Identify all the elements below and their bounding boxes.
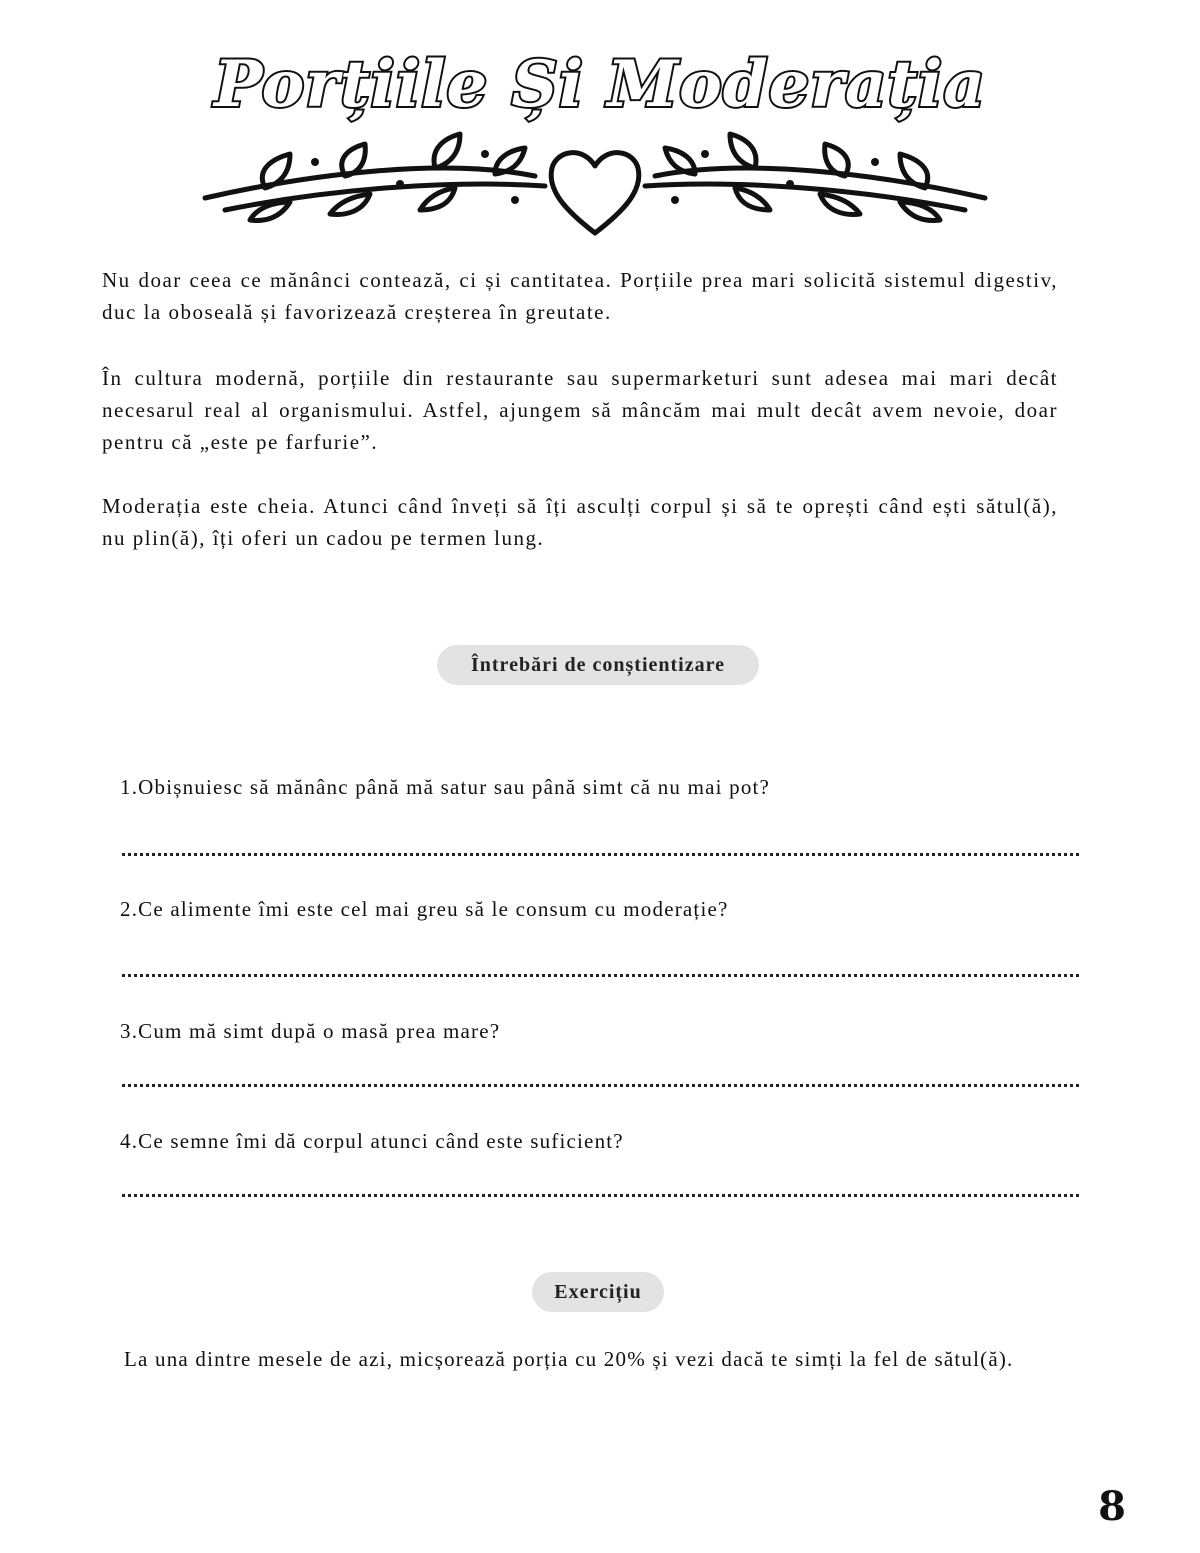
question-1: 1.Obișnuiesc să mănânc până mă satur sau până simt că nu mai pot? <box>120 775 771 799</box>
question-3: 3.Cum mă simt după o masă prea mare? <box>120 1019 501 1043</box>
intro-paragraph: Moderația este cheia. Atunci când înveți să îți asculți corpul și să te oprești când ești sătul(ă), nu plin(ă), îți oferi un cadou pe termen lung. <box>102 494 1058 550</box>
answer-line-2[interactable] <box>122 974 1079 977</box>
awareness-heading: Întrebări de conștientizare <box>437 645 759 685</box>
answer-line-1[interactable] <box>122 853 1079 856</box>
answer-line-3[interactable] <box>122 1084 1079 1087</box>
intro-paragraph: În cultura modernă, porțiile din restaurante sau supermarketuri sunt adesea mai mari decât necesarul real al organismului. Astfel, ajungem să mâncăm mai mult decât avem nevoie, doar pentru că „este pe farfurie”. <box>102 366 1058 454</box>
page-title: Porțiile Și Moderația <box>214 47 986 122</box>
question-4: 4.Ce semne îmi dă corpul atunci când este suficient? <box>120 1129 624 1153</box>
exercise-heading: Exercițiu <box>532 1272 664 1312</box>
heart-with-laurel-branches-icon <box>195 118 995 248</box>
answer-line-4[interactable] <box>122 1194 1079 1197</box>
question-2: 2.Ce alimente îmi este cel mai greu să le consum cu moderație? <box>120 897 729 921</box>
page-number: 8 <box>1098 1483 1126 1530</box>
exercise-text: La una dintre mesele de azi, micșorează porția cu 20% și vezi dacă te simți la fel de sătul(ă). <box>124 1347 1014 1371</box>
intro-paragraph: Nu doar ceea ce mănânci contează, ci și cantitatea. Porțiile prea mari solicită sistemul digestiv, duc la oboseală și favorizează creșterea în greutate. <box>102 268 1058 324</box>
